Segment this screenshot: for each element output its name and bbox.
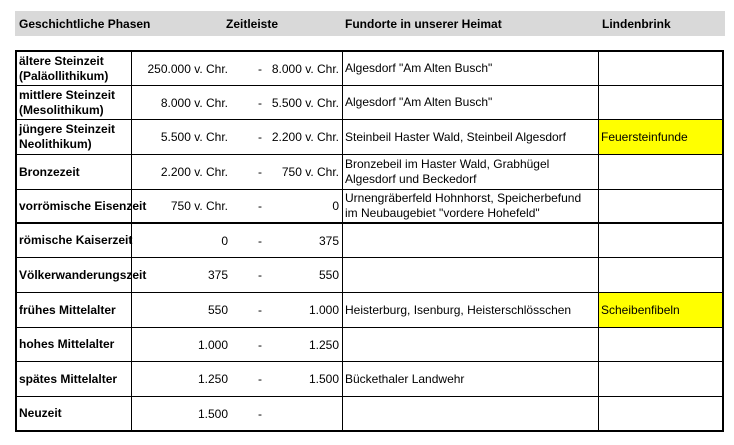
column-divider bbox=[131, 190, 132, 222]
phase-cell bbox=[19, 258, 146, 292]
column-divider bbox=[131, 328, 132, 361]
table-header bbox=[15, 11, 725, 36]
table-row bbox=[17, 328, 722, 362]
lindenbrink-cell bbox=[599, 52, 722, 85]
lindenbrink-cell bbox=[599, 258, 722, 292]
column-divider bbox=[131, 86, 132, 119]
timeline-to: 750 v. Chr. bbox=[281, 165, 339, 179]
phase-cell bbox=[19, 293, 116, 327]
table-row bbox=[17, 258, 722, 293]
timeline-from: 375 bbox=[207, 268, 228, 282]
column-divider bbox=[342, 362, 343, 396]
column-divider bbox=[342, 293, 343, 327]
phase-label: spätes Mittelalter bbox=[19, 371, 118, 386]
phase-label: (Mesolithikum) bbox=[19, 102, 104, 117]
site-text: Bronzebeil im Haster Wald, Grabhügel bbox=[345, 157, 550, 171]
phase-cell bbox=[19, 224, 132, 257]
timeline-to: 5.500 v. Chr. bbox=[271, 95, 339, 110]
timeline-from: 8.000 v. Chr. bbox=[160, 95, 228, 110]
timeline-from: 750 v. Chr. bbox=[170, 199, 228, 213]
column-divider bbox=[342, 155, 343, 189]
sites-cell bbox=[345, 190, 581, 222]
timeline-to: 550 bbox=[318, 268, 339, 282]
phase-cell bbox=[19, 52, 108, 85]
timeline-from: 250.000 v. Chr. bbox=[147, 61, 228, 76]
phase-label: vorrömische Eisenzeit bbox=[19, 198, 147, 213]
site-text: Urnengräberfeld Hohnhorst, Speicherbefund bbox=[345, 191, 582, 205]
lindenbrink-cell bbox=[599, 190, 722, 222]
timeline-dash: - bbox=[258, 199, 262, 213]
timeline-dash: - bbox=[258, 372, 262, 386]
timeline-dash: - bbox=[258, 337, 262, 352]
table-row bbox=[17, 397, 722, 430]
column-divider bbox=[131, 397, 132, 430]
site-text: Algesdorf "Am Alten Busch" bbox=[345, 95, 493, 109]
phase-label: Neolithikum) bbox=[19, 137, 92, 151]
column-divider bbox=[342, 86, 343, 119]
sites-cell bbox=[345, 293, 571, 327]
site-text: Algesdorf "Am Alten Busch" bbox=[345, 61, 493, 75]
table-row bbox=[17, 86, 722, 120]
timeline-dash: - bbox=[258, 303, 262, 317]
timeline-dash: - bbox=[258, 95, 262, 110]
lindenbrink-cell bbox=[599, 224, 722, 257]
phase-cell bbox=[19, 190, 146, 222]
header-sites: Fundorte in unserer Heimat bbox=[345, 17, 502, 31]
column-divider bbox=[131, 52, 132, 85]
timeline-dash: - bbox=[258, 268, 262, 282]
lindenbrink-text: Feuersteinfunde bbox=[601, 130, 688, 144]
site-text: im Neubaugebiet "vordere Hohefeld" bbox=[345, 206, 540, 220]
lindenbrink-highlight bbox=[599, 120, 722, 154]
phase-cell bbox=[19, 362, 117, 396]
phase-cell bbox=[19, 86, 115, 119]
column-divider bbox=[131, 293, 132, 327]
timeline-dash: - bbox=[258, 165, 262, 179]
header-timeline: Zeitleiste bbox=[226, 17, 279, 31]
phase-label: (Paläollithikum) bbox=[19, 68, 109, 83]
column-divider bbox=[342, 52, 343, 85]
lindenbrink-cell bbox=[599, 328, 722, 361]
lindenbrink-cell bbox=[599, 362, 722, 396]
lindenbrink-text: Scheibenfibeln bbox=[601, 303, 680, 317]
phase-cell bbox=[19, 155, 80, 189]
phase-label: hohes Mittelalter bbox=[19, 337, 115, 351]
timeline-from: 1.500 bbox=[197, 406, 228, 421]
timeline-dash: - bbox=[258, 406, 262, 421]
timeline-dash: - bbox=[258, 61, 262, 76]
column-divider bbox=[342, 328, 343, 361]
phase-label: jüngere Steinzeit bbox=[19, 122, 116, 136]
timeline-to: 0 bbox=[332, 199, 339, 213]
sites-cell bbox=[345, 86, 492, 119]
timeline-dash: - bbox=[258, 233, 262, 248]
site-text: Algesdorf und Beckedorf bbox=[345, 172, 477, 186]
sites-cell bbox=[345, 120, 566, 154]
timeline-to: 1.000 bbox=[308, 303, 339, 317]
table-row bbox=[17, 293, 722, 328]
timeline-from: 5.500 v. Chr. bbox=[160, 130, 228, 144]
timeline-from: 2.200 v. Chr. bbox=[160, 165, 228, 179]
header-lindenbrink: Lindenbrink bbox=[602, 17, 671, 31]
timeline-to bbox=[265, 397, 339, 430]
table-row bbox=[17, 224, 722, 258]
header-phases: Geschichtliche Phasen bbox=[19, 17, 151, 31]
phase-label: römische Kaiserzeit bbox=[19, 233, 133, 247]
site-text: Heisterburg, Isenburg, Heisterschlösschen bbox=[345, 302, 572, 317]
phase-cell bbox=[19, 328, 114, 361]
sites-cell bbox=[345, 52, 492, 85]
timeline-from: 1.000 bbox=[197, 337, 228, 352]
phase-label: Bronzezeit bbox=[19, 164, 80, 179]
column-divider bbox=[342, 224, 343, 257]
column-divider bbox=[131, 224, 132, 257]
phase-cell bbox=[19, 397, 62, 430]
timeline-from: 550 bbox=[207, 303, 228, 317]
timeline-to: 1.500 bbox=[308, 372, 339, 386]
table-row bbox=[17, 52, 722, 86]
phase-label: Neuzeit bbox=[19, 406, 62, 420]
column-divider bbox=[342, 397, 343, 430]
sites-cell bbox=[345, 362, 464, 396]
lindenbrink-highlight bbox=[599, 293, 722, 327]
phase-label: frühes Mittelalter bbox=[19, 302, 116, 317]
table-row bbox=[17, 120, 722, 155]
timeline-dash: - bbox=[258, 130, 262, 144]
phase-label: Völkerwanderungszeit bbox=[19, 267, 147, 282]
site-text: Steinbeil Haster Wald, Steinbeil Algesdorf bbox=[345, 129, 567, 144]
column-divider bbox=[342, 258, 343, 292]
lindenbrink-cell bbox=[599, 397, 722, 430]
column-divider bbox=[131, 120, 132, 154]
column-divider bbox=[342, 120, 343, 154]
lindenbrink-cell bbox=[599, 86, 722, 119]
column-divider bbox=[131, 258, 132, 292]
column-divider bbox=[342, 190, 343, 222]
timeline-to: 2.200 v. Chr. bbox=[271, 130, 339, 144]
table-row bbox=[17, 362, 722, 397]
table-row bbox=[17, 190, 722, 224]
phase-label: mittlere Steinzeit bbox=[19, 87, 116, 102]
phase-label: ältere Steinzeit bbox=[19, 53, 104, 68]
table-row bbox=[17, 155, 722, 190]
timeline-from: 1.250 bbox=[197, 372, 228, 386]
timeline-from: 0 bbox=[221, 233, 228, 248]
sites-cell bbox=[345, 155, 549, 189]
lindenbrink-cell bbox=[599, 155, 722, 189]
site-text: Bückethaler Landwehr bbox=[345, 371, 465, 386]
timeline-to: 1.250 bbox=[308, 337, 339, 352]
column-divider bbox=[131, 155, 132, 189]
history-table bbox=[15, 50, 724, 432]
column-divider bbox=[131, 362, 132, 396]
phase-cell bbox=[19, 120, 115, 154]
timeline-to: 8.000 v. Chr. bbox=[271, 61, 339, 76]
timeline-to: 375 bbox=[318, 233, 339, 248]
